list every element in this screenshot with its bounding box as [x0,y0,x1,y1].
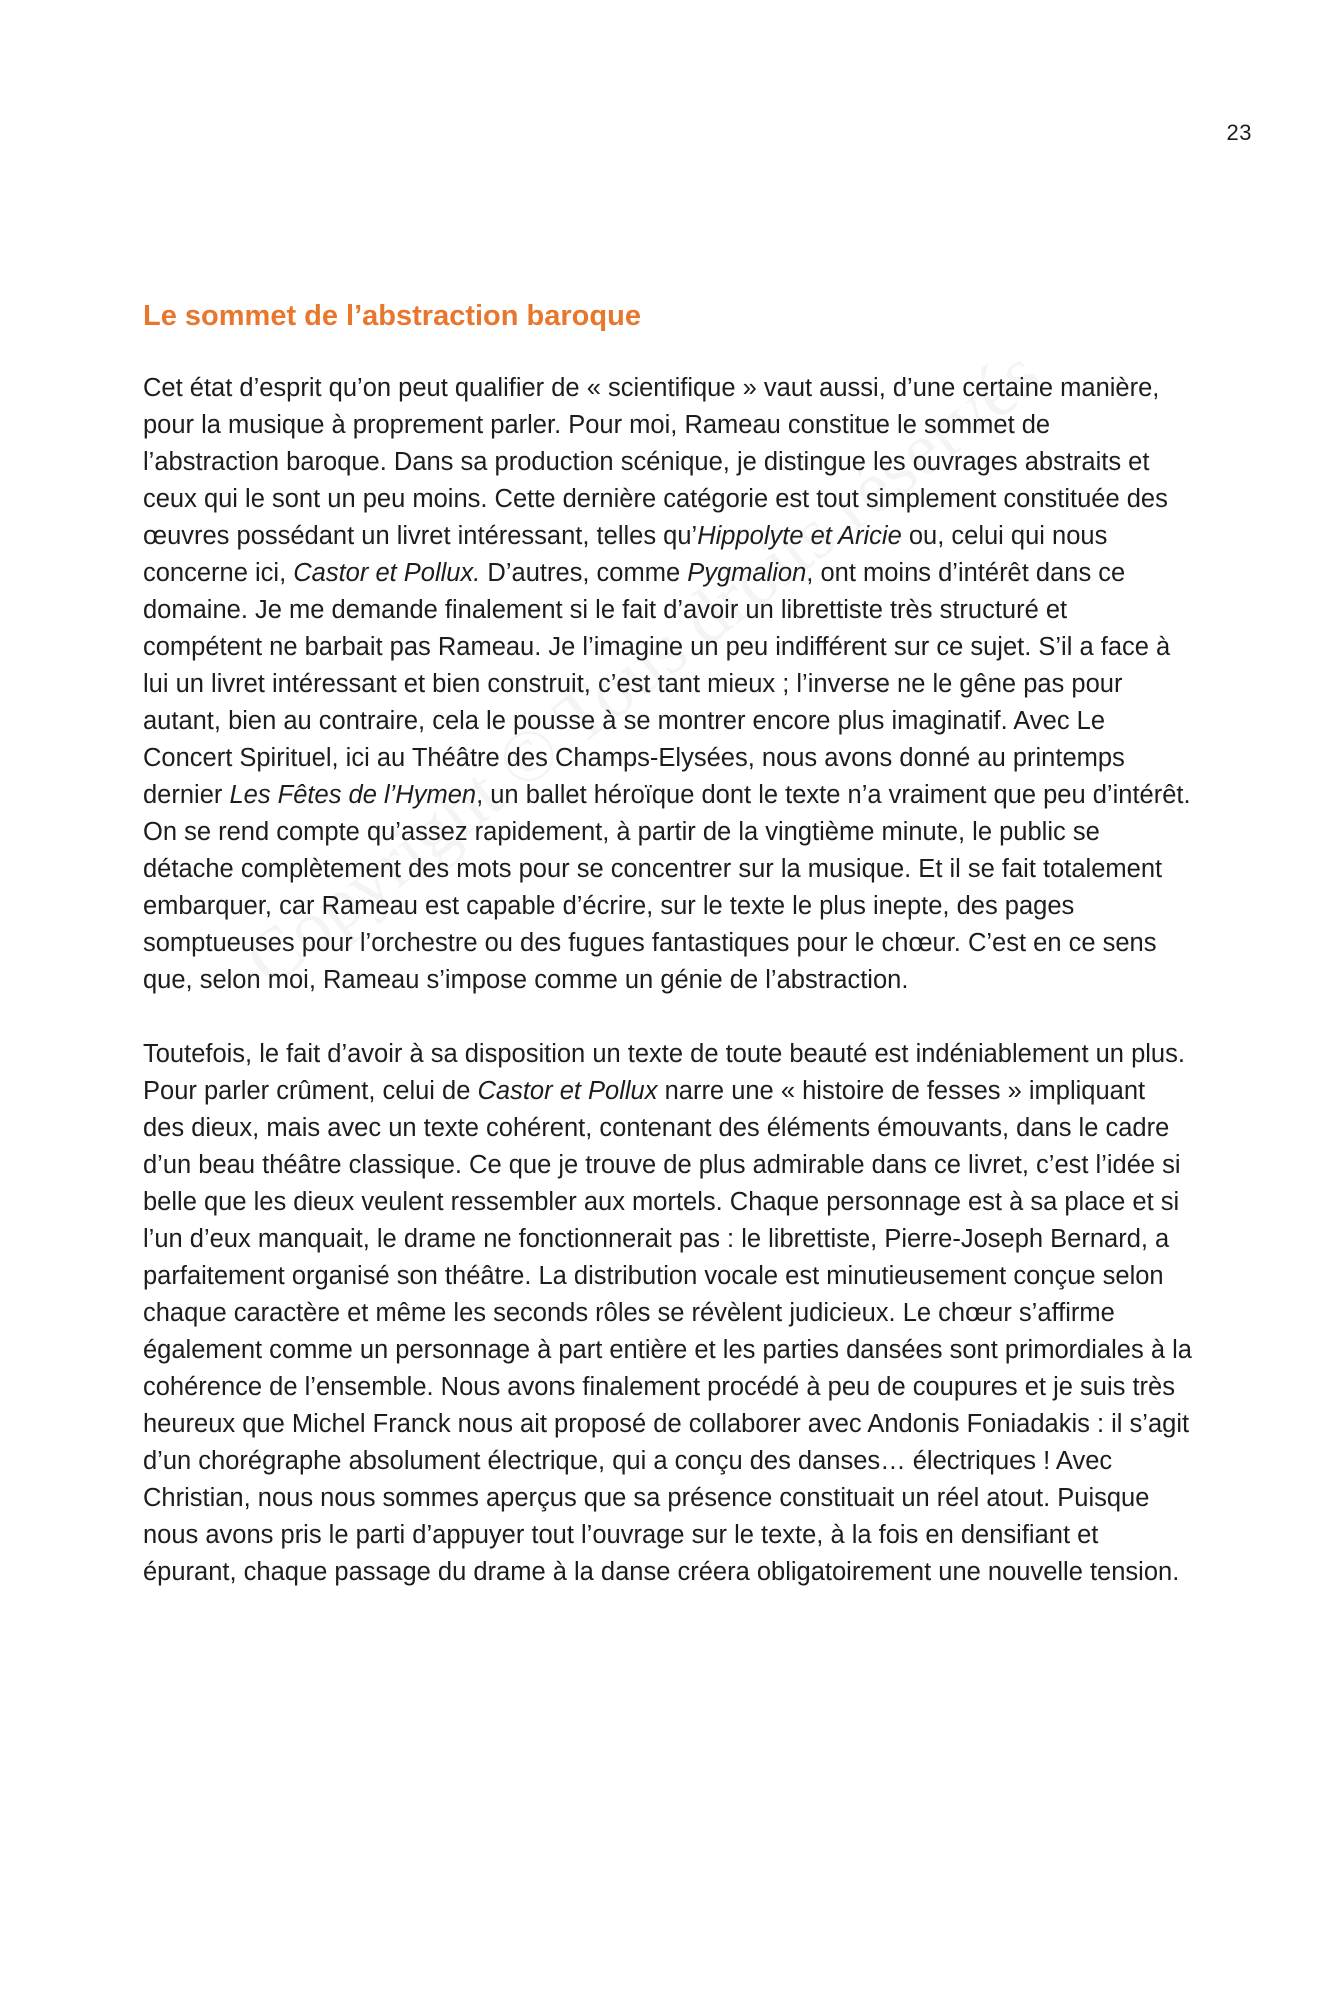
article-body [143,296,1193,1628]
text-segment: Toutefois, le fait d’avoir à sa disposition un texte de toute beauté est indéniablement un plus. Pour parler crûment, celui de [143,1040,1185,1105]
text-segment: Cet état d’esprit qu’on peut qualifier de « scientifique » vaut aussi, d’une certaine manière, pour la musique à proprement parler. Pour moi, Rameau constitue le sommet de l’abstraction baroque. Dans sa production scénique, je distingue les ouvrages abstraits et ceux qui le sont un peu moins. Cette dernière catégorie est tout simplement constituée des œuvres possédant un livret intéressant, telles qu’ [143,374,1168,550]
text-segment: D’autres, comme [480,559,688,587]
text-segment: ou, celui qui nous concerne ici, [143,522,1108,587]
text-segment: , un ballet héroïque dont le texte n’a vraiment que peu d’intérêt. On se rend compte qu’assez rapidement, à partir de la vingtième minute, le public se détache complètement des mots pour se concentrer sur la musique. Et il se fait totalement embarquer, car Rameau est capable d’écrire, sur le texte le plus inepte, des pages somptueuses pour l’orchestre ou des fugues fantastiques pour le chœur. C’est en ce sens que, selon moi, Rameau s’impose comme un génie de l’abstraction. [143,781,1191,994]
paragraph-1 [143,370,1193,999]
work-title-fetes-hymen: Les Fêtes de l’Hymen [229,781,477,809]
text-segment: , ont moins d’intérêt dans ce domaine. Je me demande finalement si le fait d’avoir un librettiste très structuré et compétent ne barbait pas Rameau. Je l’imagine un peu indifférent sur ce sujet. S’il a face à lui un livret intéressant et bien construit, c’est tant mieux ; l’inverse ne le gêne pas pour autant, bien au contraire, cela le pousse à se montrer encore plus imaginatif. Avec Le Concert Spirituel, ici au Théâtre des Champs-Elysées, nous avons donné au printemps dernier [143,559,1171,809]
work-title-castor: Castor et Pollux [477,1077,658,1105]
work-title-castor: Castor et Pollux. [293,559,481,587]
work-title-hippolyte: Hippolyte et Aricie [697,522,902,550]
work-title-pygmalion: Pygmalion [687,559,807,587]
paragraph-2 [143,1036,1193,1591]
page-number: 23 [1226,120,1252,145]
text-segment: narre une « histoire de fesses » impliquant des dieux, mais avec un texte cohérent, contenant des éléments émouvants, dans le cadre d’un beau théâtre classique. Ce que je trouve de plus admirable dans ce livret, c’est l’idée si belle que les dieux veulent ressembler aux mortels. Chaque personnage est à sa place et si l’un d’eux manquait, le drame ne fonctionnerait pas : le librettiste, Pierre-Joseph Bernard, a parfaitement organisé son théâtre. La distribution vocale est minutieusement conçue selon chaque caractère et même les seconds rôles se révèlent judicieux. Le chœur s’affirme également comme un personnage à part entière et les parties dansées sont primordiales à la cohérence de l’ensemble. Nous avons finalement procédé à peu de coupures et je suis très heureux que Michel Franck nous ait proposé de collaborer avec Andonis Foniadakis : il s’agit d’un chorégraphe absolument électrique, qui a conçu des danses… électriques ! Avec Christian, nous nous sommes aperçus que sa présence constituait un réel atout. Puisque nous avons pris le parti d’appuyer tout l’ouvrage sur le texte, à la fois en densifiant et épurant, chaque passage du drame à la danse créera obligatoirement une nouvelle tension. [143,1077,1192,1586]
section-heading: Le sommet de l’abstraction baroque [143,300,641,332]
